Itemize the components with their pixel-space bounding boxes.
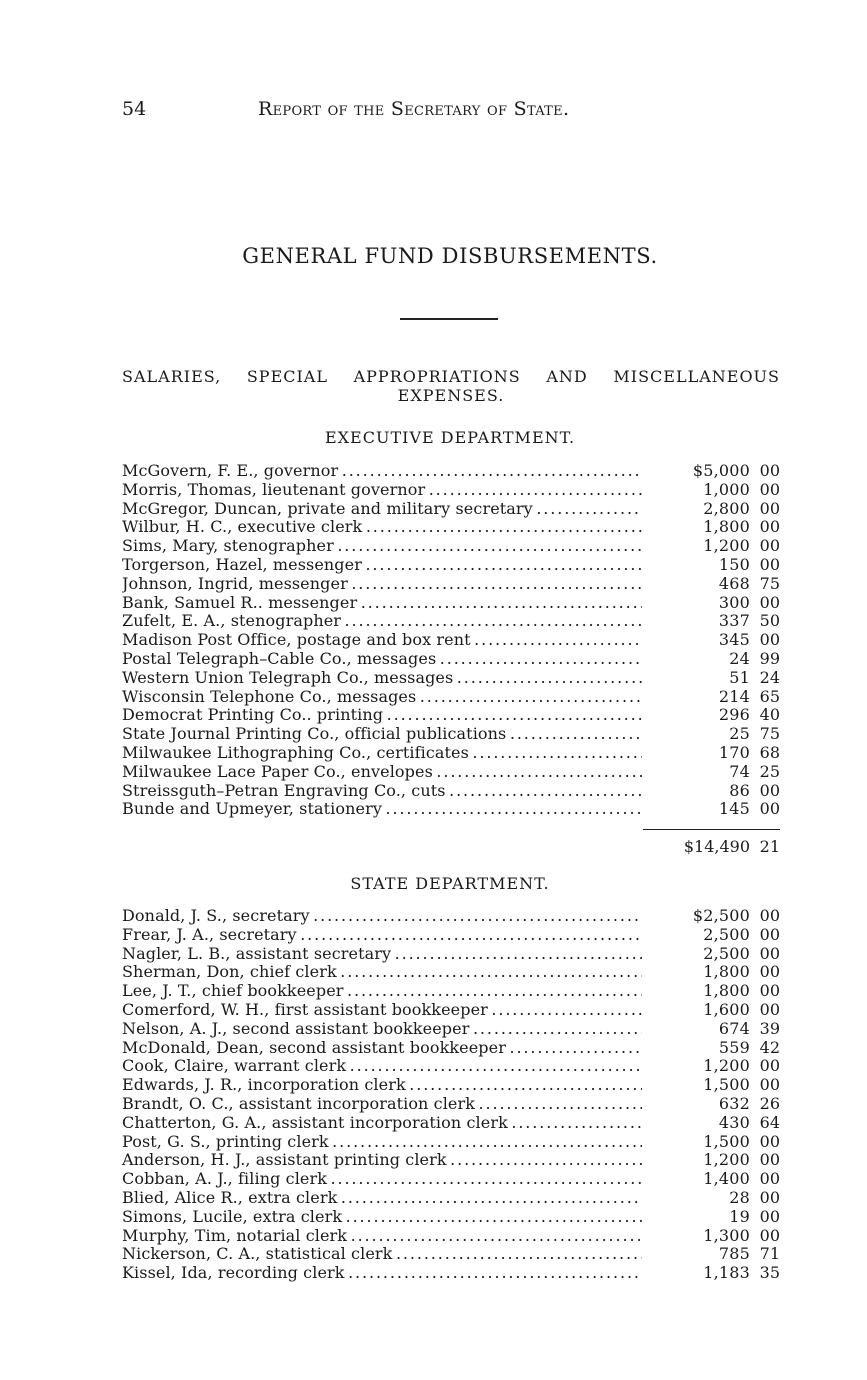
- entry-description: Wisconsin Telephone Co., messages . . .: [122, 688, 642, 707]
- entry-description: Cobban, A. J., filing clerk . . .: [122, 1170, 642, 1189]
- entry-cents: 00: [759, 981, 780, 1001]
- entry-cents: 00: [759, 1150, 780, 1170]
- entry-description: Nelson, A. J., second assistant bookkeeper . . .: [122, 1020, 642, 1039]
- entry-description: Streissguth–Petran Engraving Co., cuts . . .: [122, 782, 642, 801]
- ledger-row: [122, 1189, 780, 1208]
- entry-dollars: 170: [718, 742, 750, 762]
- ledger-row: [122, 1245, 780, 1264]
- entry-description: Bank, Samuel R.. messenger . . .: [122, 594, 642, 613]
- entry-dollars: 468: [718, 573, 750, 593]
- ledger-row: [122, 1133, 780, 1152]
- ledger-row: [122, 594, 780, 613]
- entry-cents: 26: [759, 1093, 780, 1113]
- entry-dollars: 28: [729, 1187, 750, 1207]
- running-head: [122, 96, 652, 122]
- entry-cents: 00: [759, 924, 780, 944]
- entry-dollars: 2,500: [703, 924, 750, 944]
- entry-dollars: 296: [718, 705, 750, 725]
- entry-cents: 24: [759, 667, 780, 687]
- subtitle-line-2: EXPENSES.: [397, 386, 505, 405]
- entry-cents: 25: [759, 761, 780, 781]
- ledger-row: [122, 1057, 780, 1076]
- entry-cents: 75: [759, 724, 780, 744]
- entry-description: Cook, Claire, warrant clerk . . .: [122, 1057, 642, 1076]
- entry-cents: 35: [759, 1263, 780, 1283]
- ledger-row: [122, 1020, 780, 1039]
- entry-dollars: 1,200: [703, 536, 750, 556]
- ledger-row: [122, 1039, 780, 1058]
- entry-cents: 00: [759, 1206, 780, 1226]
- entry-dollars: 1,000: [703, 479, 750, 499]
- ledger-row: [122, 518, 780, 537]
- ledger-row: [122, 1227, 780, 1246]
- executive-department-heading: EXECUTIVE DEPARTMENT.: [324, 428, 576, 447]
- ledger-row: [122, 631, 780, 650]
- entry-cents: 00: [759, 517, 780, 537]
- page-title: GENERAL FUND DISBURSEMENTS.: [242, 244, 658, 268]
- entry-description: Sims, Mary, stenographer . . .: [122, 537, 642, 556]
- entry-description: State Journal Printing Co., official publications . . .: [122, 725, 642, 744]
- entry-dollars: 337: [718, 611, 750, 631]
- ledger-row: [122, 982, 780, 1001]
- entry-dollars: 1,600: [703, 999, 750, 1019]
- entry-dollars: 19: [729, 1206, 750, 1226]
- subtitle-line-1: SALARIES, SPECIAL APPROPRIATIONS AND MISCELLANEOUS: [122, 367, 780, 386]
- entry-cents: 00: [759, 799, 780, 819]
- entry-description: Nickerson, C. A., statistical clerk . . .: [122, 1245, 642, 1264]
- ledger-row: [122, 669, 780, 688]
- entry-description: Sherman, Don, chief clerk . . .: [122, 963, 642, 982]
- executive-total-cents: 21: [759, 837, 780, 856]
- entry-dollars: 2,500: [703, 943, 750, 963]
- entry-description: McDonald, Dean, second assistant bookkeeper . . .: [122, 1039, 642, 1058]
- ledger-row: [122, 782, 780, 801]
- entry-dollars: 51: [729, 667, 750, 687]
- ledger-row: [122, 1095, 780, 1114]
- entry-cents: 00: [759, 498, 780, 518]
- entry-cents: 71: [759, 1244, 780, 1264]
- entry-cents: 00: [759, 592, 780, 612]
- entry-dollars: 1,800: [703, 517, 750, 537]
- entry-dollars: 1,183: [703, 1263, 750, 1283]
- entry-dollars: 1,400: [703, 1169, 750, 1189]
- entry-cents: 00: [759, 906, 780, 925]
- entry-cents: 00: [759, 943, 780, 963]
- entry-dollars: 1,200: [703, 1150, 750, 1170]
- entry-cents: 00: [759, 962, 780, 982]
- entry-cents: 00: [759, 554, 780, 574]
- executive-total-rule: [643, 829, 780, 830]
- entry-cents: 00: [759, 479, 780, 499]
- entry-description: Brandt, O. C., assistant incorporation clerk . . .: [122, 1095, 642, 1114]
- entry-dollars: 632: [718, 1093, 750, 1113]
- entry-cents: 00: [759, 536, 780, 556]
- ledger-row: [122, 462, 780, 481]
- entry-description: Edwards, J. R., incorporation clerk . . .: [122, 1076, 642, 1095]
- ledger-row: [122, 1170, 780, 1189]
- ledger-row: [122, 537, 780, 556]
- entry-description: Postal Telegraph–Cable Co., messages . . .: [122, 650, 642, 669]
- entry-cents: 68: [759, 742, 780, 762]
- entry-description: Johnson, Ingrid, messenger . . .: [122, 575, 642, 594]
- entry-description: Madison Post Office, postage and box rent . . .: [122, 631, 642, 650]
- entry-dollars: 430: [718, 1112, 750, 1132]
- entry-dollars: $2,500: [692, 906, 750, 925]
- entry-dollars: 214: [718, 686, 750, 706]
- entry-cents: 00: [759, 999, 780, 1019]
- entry-dollars: 145: [718, 799, 750, 819]
- entry-dollars: 1,500: [703, 1075, 750, 1095]
- ledger-row: [122, 926, 780, 945]
- entry-dollars: 785: [718, 1244, 750, 1264]
- entry-cents: 39: [759, 1018, 780, 1038]
- executive-total: [600, 837, 780, 857]
- entry-description: Chatterton, G. A., assistant incorporation clerk . . .: [122, 1114, 642, 1133]
- entry-description: Donald, J. S., secretary . . .: [122, 907, 642, 926]
- entry-description: Zufelt, E. A., stenographer . . .: [122, 612, 642, 631]
- entry-dollars: 1,800: [703, 962, 750, 982]
- ledger-row: [122, 963, 780, 982]
- entry-description: McGovern, F. E., governor . . .: [122, 462, 642, 481]
- entry-cents: 00: [759, 780, 780, 800]
- entry-cents: 40: [759, 705, 780, 725]
- ledger-row: [122, 612, 780, 631]
- ledger-row: [122, 1151, 780, 1170]
- entry-description: Bunde and Upmeyer, stationery . . .: [122, 800, 642, 819]
- entry-cents: 00: [759, 1131, 780, 1151]
- ledger-row: [122, 725, 780, 744]
- ledger-row: [122, 800, 780, 819]
- entry-description: Torgerson, Hazel, messenger . . .: [122, 556, 642, 575]
- entry-description: Frear, J. A., secretary . . .: [122, 926, 642, 945]
- entry-dollars: 674: [718, 1018, 750, 1038]
- entry-cents: 64: [759, 1112, 780, 1132]
- entry-description: Western Union Telegraph Co., messages . . .: [122, 669, 642, 688]
- executive-ledger: [122, 462, 780, 819]
- entry-cents: 65: [759, 686, 780, 706]
- ledger-row: [122, 1264, 780, 1283]
- ledger-row: [122, 688, 780, 707]
- entry-description: Milwaukee Lace Paper Co., envelopes . . .: [122, 763, 642, 782]
- entry-dollars: 150: [718, 554, 750, 574]
- entry-cents: 99: [759, 648, 780, 668]
- entry-cents: 50: [759, 611, 780, 631]
- entry-dollars: 345: [718, 630, 750, 650]
- entry-dollars: 24: [729, 648, 750, 668]
- entry-cents: 00: [759, 1075, 780, 1095]
- ledger-row: [122, 1076, 780, 1095]
- entry-dollars: 25: [729, 724, 750, 744]
- entry-description: Comerford, W. H., first assistant bookkeeper . . .: [122, 1001, 642, 1020]
- entry-description: Simons, Lucile, extra clerk . . .: [122, 1208, 642, 1227]
- entry-dollars: $5,000: [692, 461, 750, 480]
- ledger-row: [122, 575, 780, 594]
- entry-cents: 00: [759, 1169, 780, 1189]
- ledger-row: [122, 763, 780, 782]
- ledger-row: [122, 945, 780, 964]
- page-number: 54: [122, 98, 147, 120]
- entry-dollars: 300: [718, 592, 750, 612]
- entry-cents: 00: [759, 630, 780, 650]
- entry-cents: 00: [759, 1225, 780, 1245]
- entry-dollars: 2,800: [703, 498, 750, 518]
- entry-cents: 00: [759, 1187, 780, 1207]
- ledger-row: [122, 556, 780, 575]
- ledger-row: [122, 650, 780, 669]
- section-subtitle: [122, 367, 780, 405]
- entry-cents: 75: [759, 573, 780, 593]
- entry-description: Blied, Alice R., extra clerk . . .: [122, 1189, 642, 1208]
- entry-description: Kissel, Ida, recording clerk . . .: [122, 1264, 642, 1283]
- ledger-row: [122, 481, 780, 500]
- entry-cents: 42: [759, 1037, 780, 1057]
- ledger-row: [122, 1001, 780, 1020]
- entry-description: Wilbur, H. C., executive clerk . . .: [122, 518, 642, 537]
- entry-description: Post, G. S., printing clerk . . .: [122, 1133, 642, 1152]
- entry-description: Milwaukee Lithographing Co., certificates . . .: [122, 744, 642, 763]
- state-department-heading: STATE DEPARTMENT.: [350, 874, 550, 893]
- entry-dollars: 1,500: [703, 1131, 750, 1151]
- entry-description: Democrat Printing Co.. printing . . .: [122, 706, 642, 725]
- entry-description: McGregor, Duncan, private and military secretary . . .: [122, 500, 642, 519]
- entry-description: Lee, J. T., chief bookkeeper . . .: [122, 982, 642, 1001]
- executive-total-dollars: $14,490: [683, 837, 750, 856]
- entry-dollars: 1,200: [703, 1056, 750, 1076]
- ledger-row: [122, 706, 780, 725]
- entry-dollars: 1,800: [703, 981, 750, 1001]
- entry-description: Anderson, H. J., assistant printing clerk . . .: [122, 1151, 642, 1170]
- entry-dollars: 1,300: [703, 1225, 750, 1245]
- entry-dollars: 559: [718, 1037, 750, 1057]
- entry-dollars: 86: [729, 780, 750, 800]
- ledger-row: [122, 1208, 780, 1227]
- title-rule: [400, 318, 498, 320]
- entry-dollars: 74: [729, 761, 750, 781]
- entry-cents: 00: [759, 461, 780, 480]
- running-title: Report of the Secretary of State.: [258, 98, 570, 120]
- entry-description: Morris, Thomas, lieutenant governor . . .: [122, 481, 642, 500]
- ledger-row: [122, 1114, 780, 1133]
- ledger-row: [122, 907, 780, 926]
- entry-cents: 00: [759, 1056, 780, 1076]
- ledger-row: [122, 744, 780, 763]
- state-ledger: [122, 907, 780, 1283]
- ledger-row: [122, 500, 780, 519]
- entry-description: Nagler, L. B., assistant secretary . . .: [122, 945, 642, 964]
- entry-description: Murphy, Tim, notarial clerk . . .: [122, 1227, 642, 1246]
